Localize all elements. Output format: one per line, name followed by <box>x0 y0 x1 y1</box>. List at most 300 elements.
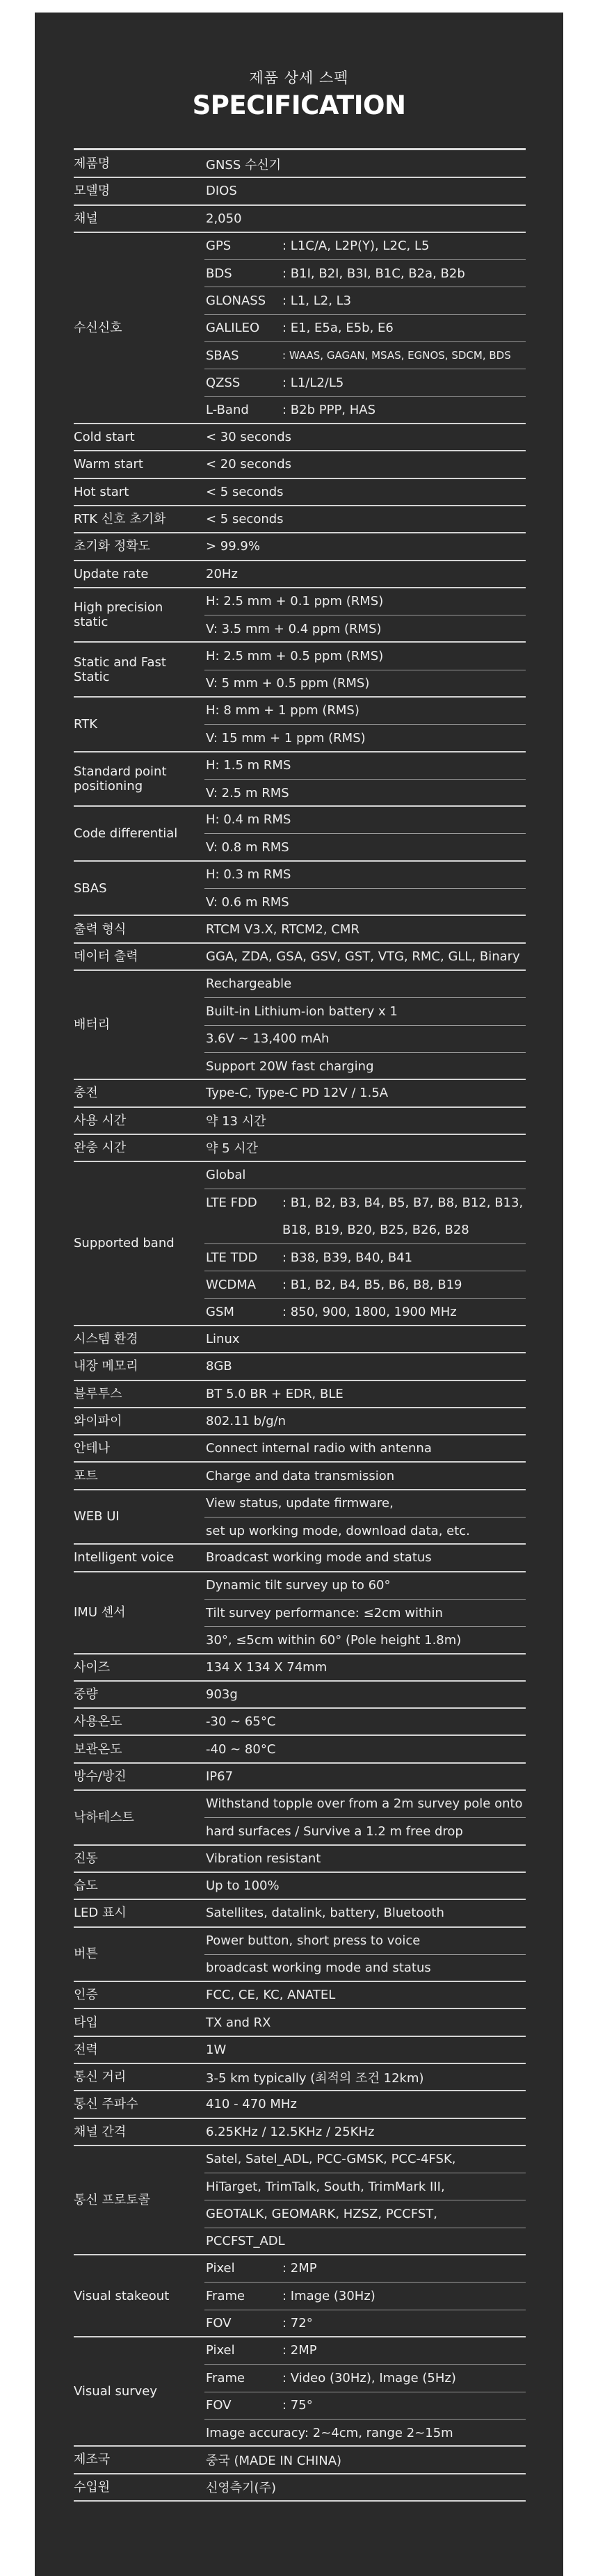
spec-value-text: Power button, short press to voice <box>206 1933 421 1948</box>
spec-value-text: 903g <box>206 1687 238 1702</box>
spec-label: 충전 <box>74 1086 98 1101</box>
spec-row <box>74 177 526 204</box>
spec-value-cell <box>204 1107 526 1134</box>
spec-label: Visual survey <box>74 2384 158 2399</box>
spec-value-key: GSM <box>206 1305 234 1320</box>
spec-value-cell <box>204 1380 526 1408</box>
spec-value-text: < 30 seconds <box>206 430 292 445</box>
spec-value-text: H: 1.5 m RMS <box>206 757 291 773</box>
spec-label: 중량 <box>74 1687 98 1702</box>
spec-value-cell <box>204 2118 526 2146</box>
spec-value-key: GLONASS <box>206 293 266 309</box>
spec-value-cell <box>204 2392 526 2419</box>
spec-value-text: : Image (30Hz) <box>282 2289 375 2304</box>
spec-label: 포트 <box>74 1468 98 1483</box>
spec-value-text: View status, update firmware, <box>206 1495 394 1511</box>
spec-value-cell <box>204 588 526 615</box>
spec-value-text: 410 - 470 MHz <box>206 2097 297 2112</box>
spec-label: 모델명 <box>74 184 111 199</box>
spec-row <box>74 1079 526 1106</box>
spec-value-cell <box>204 970 526 997</box>
spec-label: 전력 <box>74 2042 98 2057</box>
spec-value-cell <box>204 943 526 970</box>
spec-label: IMU 센서 <box>74 1605 126 1620</box>
spec-value-cell <box>204 1271 526 1298</box>
spec-row <box>74 2446 526 2473</box>
spec-row <box>74 752 526 807</box>
spec-row <box>74 2091 526 2118</box>
spec-label: Update rate <box>74 566 149 581</box>
spec-label: 초기화 정확도 <box>74 539 151 554</box>
spec-value-cell <box>204 1408 526 1435</box>
spec-value-cell <box>204 1517 526 1544</box>
spec-value-text: Dynamic tilt survey up to 60° <box>206 1577 391 1593</box>
spec-value-cell <box>204 314 526 341</box>
spec-label: High precision static <box>74 600 163 630</box>
spec-value-text: V: 0.8 m RMS <box>206 840 289 855</box>
spec-label: 블루투스 <box>74 1386 122 1401</box>
spec-value-cell <box>204 997 526 1024</box>
spec-value-text: : Video (30Hz), Image (5Hz) <box>282 2370 456 2385</box>
spec-value-text: hard surfaces / Survive a 1.2 m free drop <box>206 1824 463 1839</box>
spec-label: 수입원 <box>74 2479 111 2495</box>
spec-label: 타입 <box>74 2015 98 2030</box>
spec-label: WEB UI <box>74 1509 120 1524</box>
spec-row <box>74 1708 526 1735</box>
spec-value-cell <box>204 724 526 751</box>
spec-label: 수신신호 <box>74 320 122 335</box>
spec-value-cell <box>204 478 526 506</box>
spec-value-cell <box>204 779 526 806</box>
spec-row <box>74 451 526 478</box>
spec-value-cell <box>204 2063 526 2091</box>
spec-value-cell <box>204 1134 526 1161</box>
spec-row <box>74 506 526 533</box>
spec-value-cell <box>204 177 526 204</box>
spec-value-key: Pixel <box>206 2261 235 2276</box>
spec-value-text: 중국 (MADE IN CHINA) <box>206 2453 342 2468</box>
spec-value-cell <box>204 1161 526 1189</box>
spec-value-text: : L1/L2/L5 <box>282 376 344 391</box>
spec-value-cell <box>204 1681 526 1708</box>
spec-label: 통신 거리 <box>74 2070 127 2085</box>
spec-value-text: : WAAS, GAGAN, MSAS, EGNOS, SDCM, BDS <box>282 349 511 362</box>
spec-value-cell <box>204 1927 526 1954</box>
spec-value-key: SBAS <box>206 348 239 363</box>
spec-value-text: 3.6V ~ 13,400 mAh <box>206 1031 330 1047</box>
spec-value-cell <box>204 1845 526 1872</box>
spec-row <box>74 915 526 942</box>
spec-value-cell <box>204 2200 526 2227</box>
spec-row <box>74 1654 526 1681</box>
spec-value-cell <box>204 615 526 642</box>
spec-row <box>74 1927 526 1982</box>
spec-value-cell <box>204 1735 526 1762</box>
spec-value-cell <box>204 2009 526 2036</box>
spec-row <box>74 1544 526 1571</box>
spec-value-text: < 5 seconds <box>206 484 284 499</box>
spec-value-text: 신영측기(주) <box>206 2481 276 2496</box>
spec-value-text: Vibration resistant <box>206 1851 321 1866</box>
spec-label: Intelligent voice <box>74 1550 175 1565</box>
spec-value-text: Rechargeable <box>206 976 292 992</box>
spec-label: 사이즈 <box>74 1659 111 1675</box>
spec-value-text: Type-C, Type-C PD 12V / 1.5A <box>206 1086 389 1101</box>
spec-value-text: FCC, CE, KC, ANATEL <box>206 1988 336 2003</box>
spec-row <box>74 2009 526 2036</box>
spec-value-key: L-Band <box>206 403 249 418</box>
spec-row <box>74 424 526 451</box>
spec-value-cell <box>204 1326 526 1353</box>
spec-value-text: V: 5 mm + 0.5 ppm (RMS) <box>206 676 370 691</box>
spec-value-cell <box>204 1626 526 1653</box>
spec-value-cell <box>204 205 526 232</box>
spec-value-cell <box>204 1981 526 2009</box>
spec-label: 채널 <box>74 211 98 226</box>
spec-row <box>74 2118 526 2146</box>
spec-value-text: IP67 <box>206 1769 234 1784</box>
spec-value-text: : 2MP <box>282 2343 317 2358</box>
spec-row <box>74 1435 526 1462</box>
spec-value-text: V: 2.5 m RMS <box>206 785 289 800</box>
spec-value-key: GALILEO <box>206 321 260 336</box>
spec-value-cell <box>204 833 526 860</box>
spec-value-key: LTE FDD <box>206 1196 257 1211</box>
spec-value-key: Pixel <box>206 2343 235 2358</box>
spec-value-text: Global <box>206 1168 246 1183</box>
spec-value-text: H: 2.5 mm + 0.1 ppm (RMS) <box>206 593 384 609</box>
spec-value-text: PCCFST_ADL <box>206 2234 285 2249</box>
spec-value-text: B18, B19, B20, B25, B26, B28 <box>282 1222 469 1237</box>
spec-value-cell <box>204 2474 526 2501</box>
spec-value-cell <box>204 697 526 724</box>
spec-label: Supported band <box>74 1236 175 1251</box>
spec-label: 출력 형식 <box>74 921 127 937</box>
spec-value-cell <box>204 1216 526 1243</box>
spec-row <box>74 1790 526 1845</box>
spec-row <box>74 478 526 506</box>
spec-label: 완충 시간 <box>74 1140 127 1155</box>
spec-value-key: LTE TDD <box>206 1250 258 1265</box>
spec-value-text: 약 13 시간 <box>206 1114 266 1129</box>
spec-value-text: Satellites, datalink, battery, Bluetooth <box>206 1906 444 1921</box>
spec-value-cell <box>204 533 526 560</box>
spec-value-text: RTCM V3.X, RTCM2, CMR <box>206 921 359 937</box>
spec-label: 인증 <box>74 1988 98 2003</box>
spec-row <box>74 1981 526 2009</box>
spec-row <box>74 1845 526 1872</box>
spec-value-key: BDS <box>206 266 232 281</box>
spec-value-cell <box>204 259 526 287</box>
spec-value-key: FOV <box>206 2316 232 2331</box>
spec-value-cell <box>204 341 526 369</box>
spec-label: 채널 간격 <box>74 2124 127 2139</box>
spec-value-key: Frame <box>206 2370 245 2385</box>
spec-value-cell <box>204 1654 526 1681</box>
spec-value-cell <box>204 506 526 533</box>
spec-row <box>74 1134 526 1161</box>
spec-row <box>74 697 526 752</box>
spec-value-cell <box>204 1079 526 1106</box>
spec-label: 시스템 환경 <box>74 1332 138 1347</box>
spec-label: 통신 프로토콜 <box>74 2192 151 2207</box>
spec-row <box>74 970 526 1079</box>
spec-value-text: DIOS <box>206 184 237 199</box>
spec-value-text: GNSS 수신기 <box>206 157 282 172</box>
spec-label: Standard point positioning <box>74 764 167 794</box>
spec-value-cell <box>204 1298 526 1326</box>
spec-value-cell <box>204 396 526 424</box>
spec-value-text: : L1, L2, L3 <box>282 293 352 309</box>
spec-value-text: H: 0.3 m RMS <box>206 867 291 882</box>
spec-value-cell <box>204 2091 526 2118</box>
spec-value-text: Image accuracy: 2~4cm, range 2~15m <box>206 2425 453 2440</box>
spec-value-key: QZSS <box>206 376 241 391</box>
spec-header <box>35 13 563 145</box>
spec-label: 내장 메모리 <box>74 1359 138 1374</box>
spec-value-text: V: 0.6 m RMS <box>206 894 289 910</box>
spec-row <box>74 1735 526 1762</box>
spec-label: 습도 <box>74 1878 98 1894</box>
spec-value-cell <box>204 2036 526 2063</box>
spec-value-cell <box>204 1954 526 1981</box>
spec-value-cell <box>204 1599 526 1626</box>
spec-value-cell <box>204 1462 526 1489</box>
spec-value-cell <box>204 1025 526 1052</box>
spec-value-cell <box>204 1052 526 1079</box>
spec-value-text: : 75° <box>282 2398 313 2413</box>
spec-value-cell <box>204 2446 526 2473</box>
spec-value-cell <box>204 369 526 396</box>
spec-label: 사용온도 <box>74 1714 122 1730</box>
spec-row <box>74 2255 526 2337</box>
spec-value-text: Support 20W fast charging <box>206 1058 374 1074</box>
spec-value-text: Broadcast working mode and status <box>206 1550 432 1565</box>
spec-value-cell <box>204 752 526 779</box>
spec-label: 사용 시간 <box>74 1113 127 1128</box>
spec-value-text: H: 8 mm + 1 ppm (RMS) <box>206 703 359 718</box>
spec-row <box>74 561 526 588</box>
spec-value-key: Frame <box>206 2289 245 2304</box>
spec-value-text: H: 0.4 m RMS <box>206 812 291 828</box>
spec-value-text: : B38, B39, B40, B41 <box>282 1250 413 1265</box>
spec-label: RTK <box>74 716 97 732</box>
spec-row <box>74 2063 526 2091</box>
spec-value-text: : B1I, B2I, B3I, B1C, B2a, B2b <box>282 266 465 281</box>
spec-value-text: V: 3.5 mm + 0.4 ppm (RMS) <box>206 621 382 636</box>
spec-row <box>74 642 526 697</box>
spec-value-cell <box>204 1899 526 1926</box>
spec-value-text: : E1, E5a, E5b, E6 <box>282 321 394 336</box>
spec-value-text: Up to 100% <box>206 1878 280 1894</box>
spec-row <box>74 861 526 916</box>
spec-label: 제조국 <box>74 2452 111 2468</box>
spec-label: 제품명 <box>74 156 111 172</box>
spec-row <box>74 2474 526 2501</box>
spec-label: Hot start <box>74 484 129 499</box>
spec-value-cell <box>204 424 526 451</box>
spec-label: 방수/방진 <box>74 1769 127 1784</box>
spec-value-cell <box>204 1790 526 1817</box>
spec-value-cell <box>204 2173 526 2200</box>
spec-value-cell <box>204 2255 526 2282</box>
spec-value-text: > 99.9% <box>206 539 260 554</box>
spec-value-cell <box>204 232 526 259</box>
spec-label: LED 표시 <box>74 1906 127 1921</box>
spec-row <box>74 943 526 970</box>
spec-row <box>74 1490 526 1545</box>
spec-row <box>74 1572 526 1654</box>
spec-label: Visual stakeout <box>74 2288 170 2303</box>
spec-row <box>74 150 526 177</box>
spec-row <box>74 2146 526 2255</box>
spec-value-text: HiTarget, TrimTalk, South, TrimMark III, <box>206 2179 445 2194</box>
spec-value-cell <box>204 2310 526 2337</box>
spec-value-cell <box>204 2282 526 2309</box>
spec-value-text: 약 5 시간 <box>206 1141 259 1157</box>
spec-label: 데이터 출력 <box>74 949 138 964</box>
spec-row <box>74 205 526 232</box>
spec-row <box>74 588 526 643</box>
spec-label: 보관온도 <box>74 1741 122 1757</box>
spec-value-cell <box>204 861 526 888</box>
spec-label: 진동 <box>74 1851 98 1866</box>
spec-value-cell <box>204 1708 526 1735</box>
spec-value-text: Charge and data transmission <box>206 1468 395 1483</box>
spec-value-cell <box>204 642 526 669</box>
spec-label: Warm start <box>74 457 143 472</box>
spec-row <box>74 1681 526 1708</box>
spec-value-text: 6.25KHz / 12.5KHz / 25KHz <box>206 2124 375 2139</box>
spec-label: RTK 신호 초기화 <box>74 512 166 527</box>
spec-value-cell <box>204 1872 526 1899</box>
spec-value-text: 20Hz <box>206 566 238 581</box>
spec-row <box>74 232 526 424</box>
spec-row <box>74 1462 526 1489</box>
spec-value-key: WCDMA <box>206 1277 257 1292</box>
spec-value-text: : B1, B2, B4, B5, B6, B8, B19 <box>282 1277 462 1292</box>
spec-value-cell <box>204 2364 526 2391</box>
spec-value-text: : L1C/A, L2P(Y), L2C, L5 <box>282 239 430 254</box>
spec-row <box>74 1408 526 1435</box>
spec-label: 낙하테스트 <box>74 1810 134 1825</box>
spec-value-cell <box>204 2419 526 2446</box>
spec-label: Static and Fast Static <box>74 654 166 684</box>
spec-value-text: : 2MP <box>282 2261 317 2276</box>
spec-value-cell <box>204 1490 526 1517</box>
spec-label: 배터리 <box>74 1017 111 1033</box>
spec-value-text: Linux <box>206 1332 240 1347</box>
spec-value-cell <box>204 1817 526 1844</box>
spec-label: Code differential <box>74 826 178 841</box>
spec-row <box>74 1107 526 1134</box>
spec-value-text: GGA, ZDA, GSA, GSV, GST, VTG, RMC, GLL, Binary <box>206 949 520 964</box>
spec-value-cell <box>204 1544 526 1571</box>
spec-value-cell <box>204 1435 526 1462</box>
spec-value-text: 134 X 134 X 74mm <box>206 1659 328 1675</box>
spec-row <box>74 1353 526 1380</box>
spec-row <box>74 1326 526 1353</box>
spec-label: SBAS <box>74 880 107 896</box>
spec-value-cell <box>204 2337 526 2364</box>
spec-value-cell <box>204 1189 526 1216</box>
spec-value-text: broadcast working mode and status <box>206 1961 431 1976</box>
spec-value-text: : B1, B2, B3, B4, B5, B7, B8, B12, B13, <box>282 1196 524 1211</box>
spec-value-text: Withstand topple over from a 2m survey pole onto <box>206 1796 523 1812</box>
spec-value-text: H: 2.5 mm + 0.5 ppm (RMS) <box>206 648 384 663</box>
spec-value-cell <box>204 806 526 833</box>
spec-value-text: : 72° <box>282 2316 313 2331</box>
spec-row <box>74 2036 526 2063</box>
spec-label: 버튼 <box>74 1947 98 1962</box>
spec-row <box>74 1872 526 1899</box>
spec-value-cell <box>204 2146 526 2173</box>
spec-value-text: < 5 seconds <box>206 512 284 527</box>
spec-value-text: 802.11 b/g/n <box>206 1413 286 1428</box>
spec-value-text: GEOTALK, GEOMARK, HZSZ, PCCFST, <box>206 2207 437 2222</box>
spec-label: 안테나 <box>74 1441 111 1456</box>
spec-row <box>74 533 526 560</box>
spec-value-text: Connect internal radio with antenna <box>206 1441 432 1456</box>
spec-row <box>74 1899 526 1926</box>
spec-value-text: < 20 seconds <box>206 457 292 472</box>
spec-value-cell <box>204 150 526 177</box>
spec-row <box>74 1763 526 1790</box>
spec-row <box>74 1380 526 1408</box>
spec-value-cell <box>204 287 526 314</box>
spec-value-cell <box>204 451 526 478</box>
page-subtitle: 제품 상세 스펙 <box>249 70 349 86</box>
spec-value-text: 2,050 <box>206 211 242 226</box>
spec-row <box>74 806 526 861</box>
spec-panel <box>35 13 563 2576</box>
spec-value-cell <box>204 561 526 588</box>
spec-value-text: -40 ~ 80°C <box>206 1741 276 1757</box>
spec-value-text: Tilt survey performance: ≤2cm within <box>206 1605 443 1620</box>
spec-value-cell <box>204 2228 526 2255</box>
spec-label: 통신 주파수 <box>74 2097 138 2112</box>
spec-value-text: 1W <box>206 2042 227 2057</box>
spec-value-text: : 850, 900, 1800, 1900 MHz <box>282 1305 457 1320</box>
spec-value-key: GPS <box>206 239 232 254</box>
spec-value-cell <box>204 888 526 915</box>
spec-row <box>74 1161 526 1326</box>
row-divider <box>74 2500 526 2502</box>
spec-value-text: -30 ~ 65°C <box>206 1714 276 1730</box>
spec-value-text: BT 5.0 BR + EDR, BLE <box>206 1386 344 1401</box>
spec-value-text: Built-in Lithium-ion battery x 1 <box>206 1004 398 1019</box>
spec-value-text: V: 15 mm + 1 ppm (RMS) <box>206 730 366 746</box>
page-title: SPECIFICATION <box>192 90 406 120</box>
spec-value-text: 3-5 km typically (최적의 조건 12km) <box>206 2070 424 2086</box>
spec-value-text: set up working mode, download data, etc. <box>206 1523 470 1538</box>
spec-value-text: TX and RX <box>206 2015 271 2030</box>
spec-value-cell <box>204 1353 526 1380</box>
spec-value-text: 30°, ≤5cm within 60° (Pole height 1.8m) <box>206 1632 462 1648</box>
spec-value-cell <box>204 670 526 697</box>
spec-value-cell <box>204 1243 526 1271</box>
spec-value-text: 8GB <box>206 1359 232 1374</box>
spec-row <box>74 2337 526 2446</box>
spec-label: Cold start <box>74 430 135 445</box>
spec-value-cell <box>204 915 526 942</box>
spec-label: 와이파이 <box>74 1413 122 1428</box>
spec-value-text: Satel, Satel_ADL, PCC-GMSK, PCC-4FSK, <box>206 2152 456 2167</box>
spec-value-key: FOV <box>206 2398 232 2413</box>
spec-value-cell <box>204 1763 526 1790</box>
spec-value-text: : B2b PPP, HAS <box>282 403 376 418</box>
spec-value-cell <box>204 1572 526 1599</box>
